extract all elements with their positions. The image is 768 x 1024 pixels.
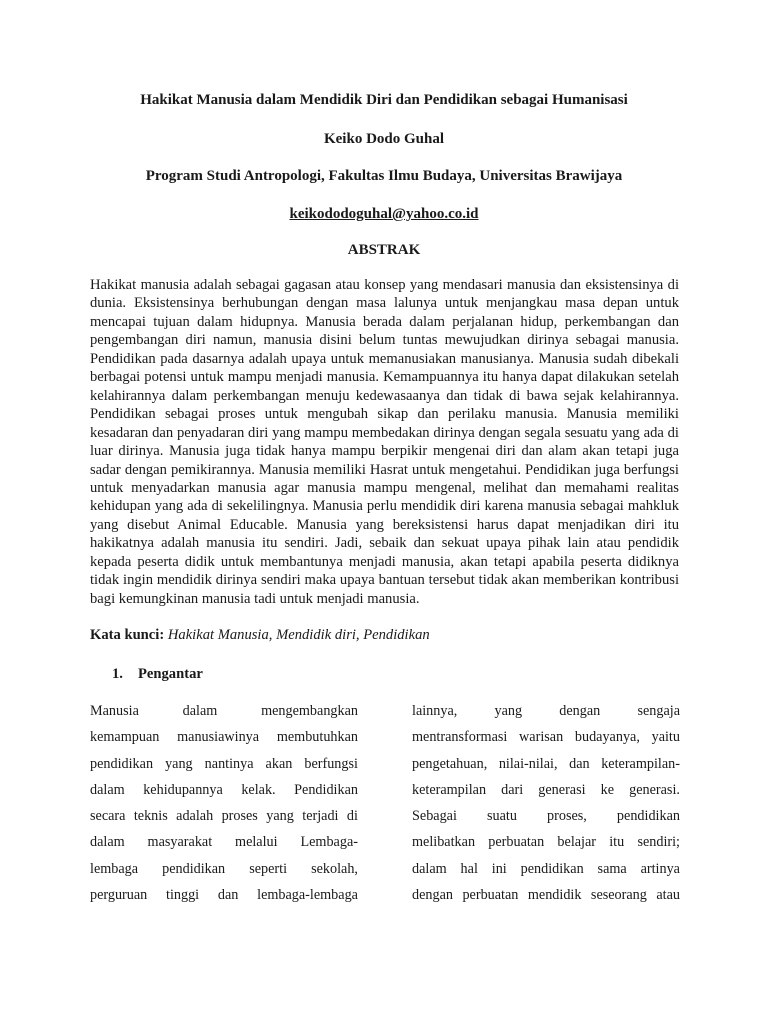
column-line: kemampuan manusiawinya membutuhkan — [90, 729, 358, 746]
column-line: dengan perbuatan mendidik seseorang atau — [412, 887, 680, 904]
keywords-list: Hakikat Manusia, Mendidik diri, Pendidikan — [167, 627, 430, 643]
left-column — [90, 704, 358, 914]
paper-title: Hakikat Manusia dalam Mendidik Diri dan Pendidikan sebagai Humanisasi — [140, 92, 628, 108]
column-line: dalam kehidupannya kelak. Pendidikan — [90, 781, 358, 798]
keywords-label: Kata kunci: — [90, 627, 165, 643]
author-affiliation: Program Studi Antropologi, Fakultas Ilmu Budaya, Universitas Brawijaya — [145, 168, 623, 184]
author-email-link[interactable]: keikododoguhal@yahoo.co.id — [289, 206, 479, 222]
column-line: dalam hal ini pendidikan sama artinya — [412, 860, 680, 877]
author-name: Keiko Dodo Guhal — [323, 131, 445, 147]
keywords-line — [90, 627, 430, 644]
right-column — [412, 704, 680, 914]
column-line: keterampilan dari generasi ke generasi. — [412, 781, 680, 798]
abstract-heading: ABSTRAK — [347, 242, 421, 258]
column-line: lainnya, yang dengan sengaja — [412, 703, 680, 719]
column-line: mentransformasi warisan budayanya, yaitu — [412, 729, 680, 746]
column-line: dalam masyarakat melalui Lembaga- — [90, 834, 358, 851]
column-line: pengetahuan, nilai-nilai, dan keterampilan- — [412, 755, 680, 772]
abstract-body: Hakikat manusia adalah sebagai gagasan atau konsep yang mendasari manusia dan eksistensinya di dunia. Eksistensinya berhubungan dengan masa lalunya untuk menjangkau masa depan untuk mencapai tujuan dalam hidupnya. Manusia berada dalam perjalanan hidup, perkembangan dan pengembangan diri namun, manusia disini belum tuntas mewujudkan dirinya sebagai manusia. Pendidikan pada dasarnya adalah upaya untuk memanusiakan manusianya. Manusia sudah dibekali berbagai potensi untuk mampu menjadi manusia. Kemampuannya itu hanya dapat dilakukan setelah kelahirannya dalam perkembangan menuju kedewasaanya dan tidak di bawa sejak kelahirannya. Pendidikan sebagai proses untuk mengubah sikap dan perilaku manusia. Manusia memiliki kesadaran dan penyadaran diri yang mampu membedakan dirinya dengan segala sesuatu yang ada di luar dirinya. Manusia juga tidak hanya mampu berpikir mengenai diri dan alam akan tetapi juga sadar dengan pemikirannya. Manusia memiliki Hasrat untuk mengetahui. Pendidikan juga berfungsi untuk menyadarkan manusia agar manusia mampu mengenal, melihat dan memahami realitas kehidupan yang ada di sekelilingnya. Manusia perlu mendidik diri karena manusia sebagai mahkluk yang disebut Animal Educable. Manusia yang bereksistensi harus dapat menjadikan diri itu hakikatnya adalah manusia itu sendiri. Jadi, sebaik dan sekuat upaya pihak lain atau pendidik kepada peserta didik untuk membantunya menjadi manusia, akan tetapi apabila peserta didiknya tidak ingin mendidik dirinya sendiri maka upaya bantuan tersebut tidak akan memberikan kontribusi bagi kemungkinan manusia tadi untuk menjadi manusia. — [90, 277, 679, 607]
column-line: melibatkan perbuatan belajar itu sendiri; — [412, 834, 680, 851]
section-title: Pengantar — [138, 666, 203, 682]
column-line: secara teknis adalah proses yang terjadi di — [90, 808, 358, 825]
column-line: lembaga pendidikan seperti sekolah, — [90, 860, 358, 877]
column-line: pendidikan yang nantinya akan berfungsi — [90, 755, 358, 772]
column-line: Sebagai suatu proses, pendidikan — [412, 808, 680, 825]
column-line: perguruan tinggi dan lembaga-lembaga — [90, 887, 358, 904]
column-line: Manusia dalam mengembangkan — [90, 703, 358, 719]
section-number: 1. — [112, 666, 123, 682]
section-heading — [112, 666, 203, 683]
